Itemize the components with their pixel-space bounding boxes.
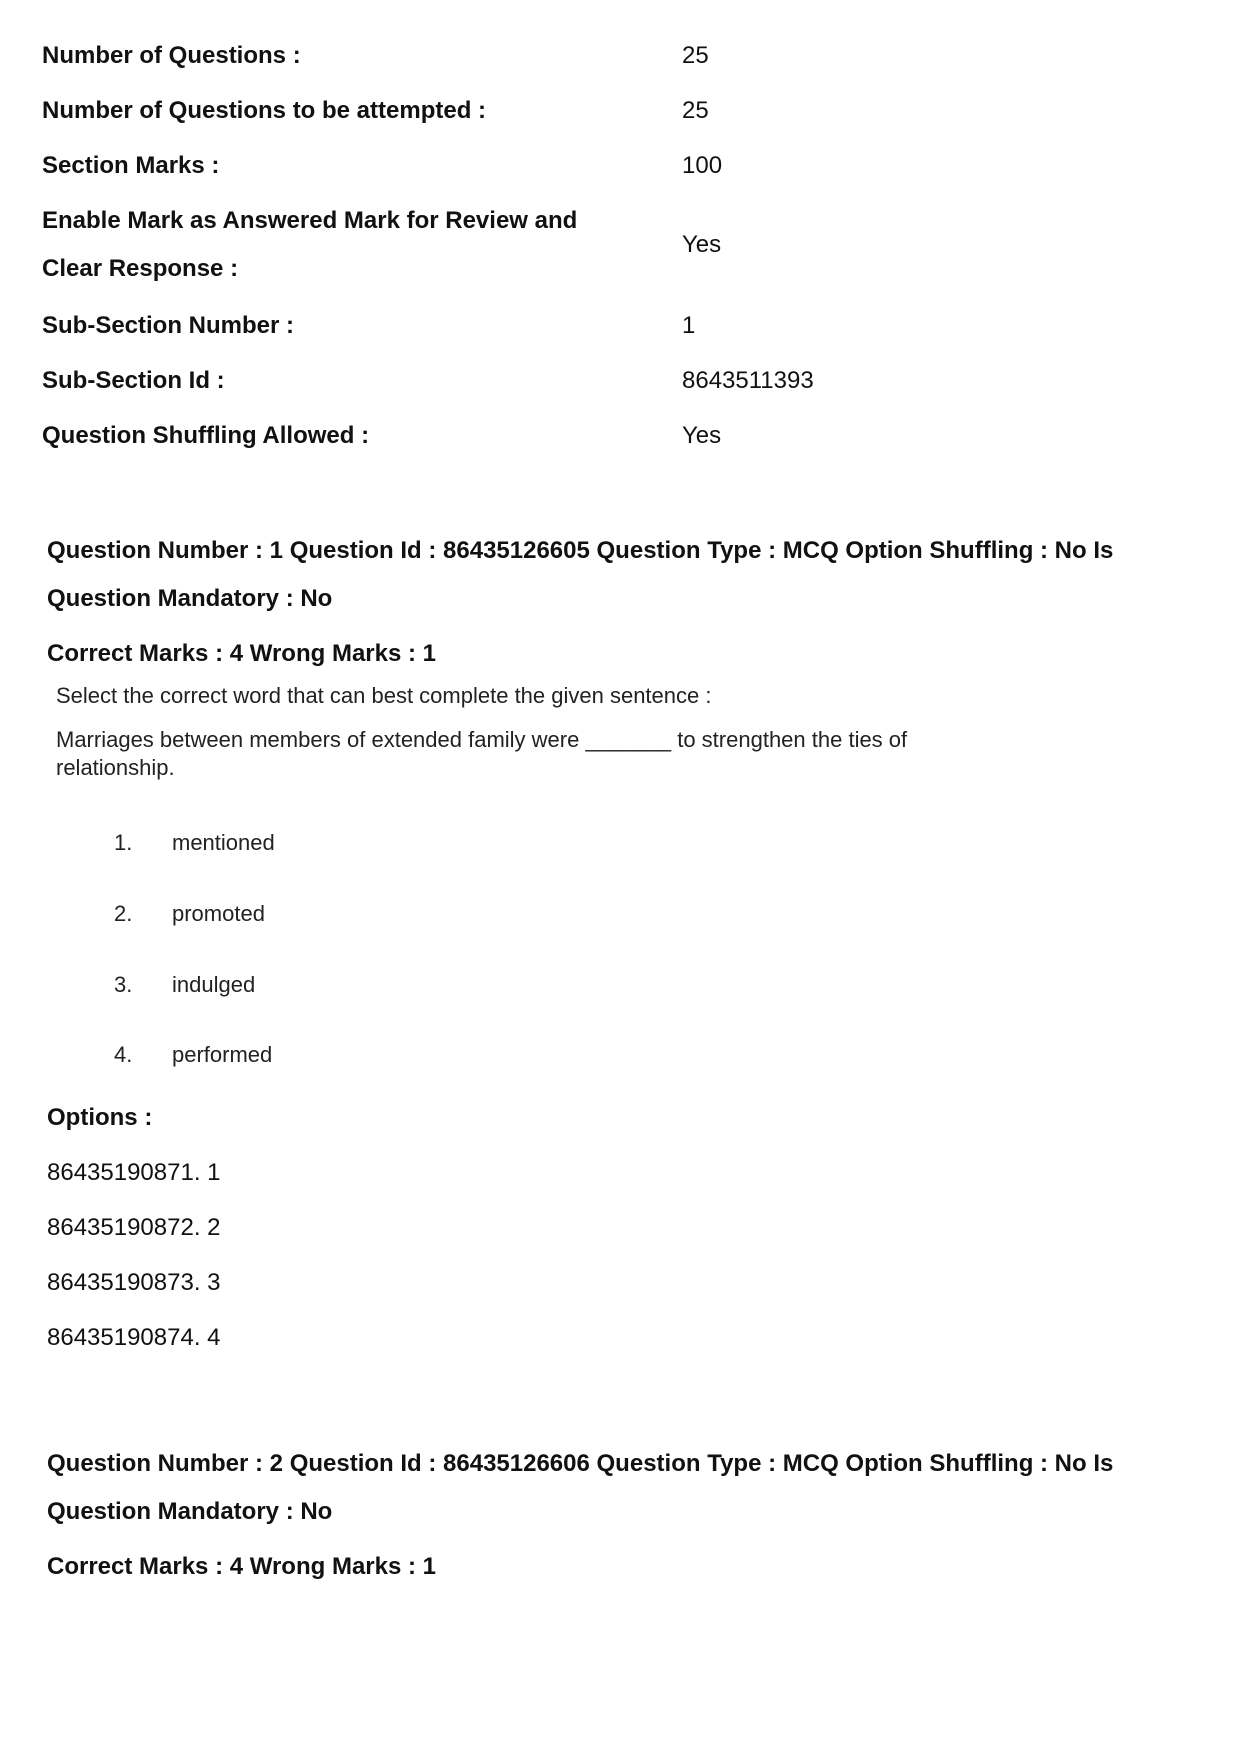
meta-label: Sub-Section Number : bbox=[42, 312, 295, 339]
question-choice bbox=[114, 970, 255, 1000]
option-id-line: 86435190871. 1 bbox=[47, 1159, 221, 1186]
meta-label: Section Marks : bbox=[42, 152, 220, 179]
meta-label: Question Shuffling Allowed : bbox=[42, 422, 370, 449]
meta-row-number-of-questions bbox=[42, 32, 1192, 80]
choice-number: 2. bbox=[114, 901, 133, 926]
question-1-marks: Correct Marks : 4 Wrong Marks : 1 bbox=[47, 640, 437, 667]
question-instruction: Select the correct word that can best complete the given sentence : bbox=[56, 683, 712, 708]
meta-label: Number of Questions to be attempted : bbox=[42, 97, 487, 124]
meta-row-enable-mark-answered bbox=[42, 197, 1192, 293]
meta-row-sub-section-number bbox=[42, 302, 1192, 350]
meta-label: Enable Mark as Answered Mark for Review and Clear Response : bbox=[42, 207, 578, 282]
meta-label: Number of Questions : bbox=[42, 42, 301, 69]
question-choice bbox=[114, 1040, 272, 1070]
meta-row-section-marks bbox=[42, 142, 1192, 190]
choice-text: indulged bbox=[172, 972, 256, 997]
option-id-line: 86435190873. 3 bbox=[47, 1269, 221, 1296]
choice-text: mentioned bbox=[172, 830, 275, 855]
meta-value: Yes bbox=[682, 422, 722, 449]
meta-value: 8643511393 bbox=[682, 367, 814, 394]
option-id-line: 86435190874. 4 bbox=[47, 1324, 221, 1351]
meta-value: 25 bbox=[682, 97, 709, 124]
option-id-line: 86435190872. 2 bbox=[47, 1214, 221, 1241]
meta-row-question-shuffling bbox=[42, 412, 1192, 460]
options-heading: Options : bbox=[47, 1104, 153, 1131]
meta-value: 1 bbox=[682, 312, 696, 339]
question-2-marks: Correct Marks : 4 Wrong Marks : 1 bbox=[47, 1553, 437, 1580]
question-1-image bbox=[56, 680, 956, 1080]
meta-row-questions-to-attempt bbox=[42, 87, 1192, 135]
meta-value: Yes bbox=[682, 231, 722, 258]
question-choice bbox=[114, 899, 265, 929]
choice-text: promoted bbox=[172, 901, 265, 926]
choice-number: 1. bbox=[114, 830, 133, 855]
choice-number: 4. bbox=[114, 1042, 133, 1067]
question-2-header: Question Number : 2 Question Id : 86435126606 Question Type : MCQ Option Shuffling : No Is Question Mandatory : No bbox=[47, 1450, 1114, 1525]
question-1-header: Question Number : 1 Question Id : 86435126605 Question Type : MCQ Option Shuffling : No Is Question Mandatory : No bbox=[47, 537, 1114, 612]
choice-number: 3. bbox=[114, 972, 133, 997]
meta-row-sub-section-id bbox=[42, 357, 1192, 405]
question-choice bbox=[114, 828, 275, 858]
choice-text: performed bbox=[172, 1042, 273, 1067]
meta-label: Sub-Section Id : bbox=[42, 367, 225, 394]
question-stem: Marriages between members of extended family were _______ to strengthen the ties of relationship. bbox=[56, 727, 908, 780]
meta-value: 100 bbox=[682, 152, 723, 179]
meta-value: 25 bbox=[682, 42, 709, 69]
